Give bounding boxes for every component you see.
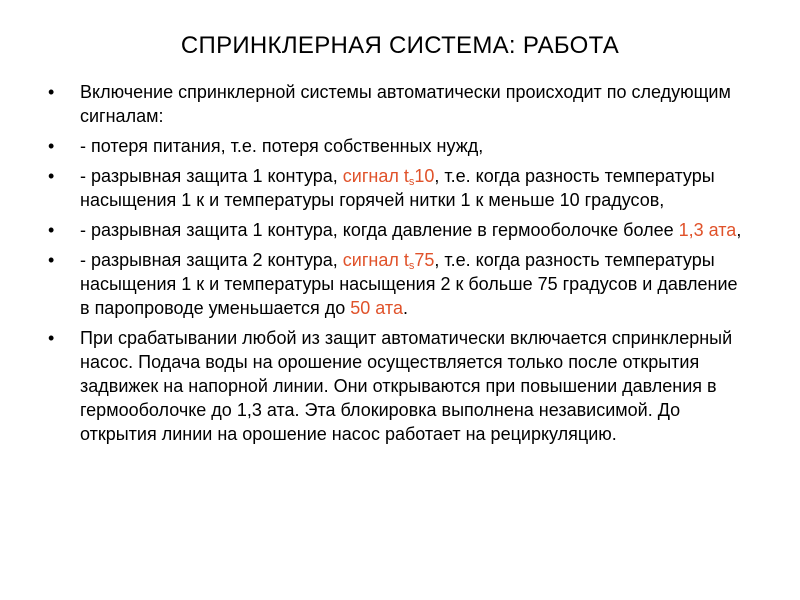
bullet-text-post: , [736,220,742,240]
bullet-text: - потеря питания, т.е. потеря собственных нужд, [80,136,484,156]
signal-subscript: s [408,260,415,272]
bullet-text-pre: - разрывная защита 1 контура, когда давление в гермооболочке более [80,220,679,240]
bullet-dot-icon: • [48,250,55,270]
signal-label: сигнал t [342,250,409,270]
pressure-value: 1,3 ата [678,220,737,240]
bullet-text-pre: - разрывная защита 2 контура, [80,250,343,270]
bullet-list [48,80,748,452]
bullet-text-post: , т.е. когда разность температуры насыщения 1 к и температуры горячей нитки 1 к меньше 10 градусов, [80,166,715,210]
signal-subscript: s [408,176,415,188]
slide-title: СПРИНКЛЕРНАЯ СИСТЕМА: РАБОТА [180,32,620,59]
bullet-item [48,326,748,446]
bullet-dot-icon: • [48,328,55,348]
signal-value: 75 [414,250,435,270]
signal-value: 10 [414,166,435,186]
bullet-text: При срабатывании любой из защит автоматически включается спринклерный насос. Подача воды на орошение осуществляется только после открытия задвижек на напорной линии. Они открываются при повышении давления в гермооболочке до 1,3 ата. Эта блокировка выполнена независимой. До открытия линии на орошение насос работает на рециркуляцию. [80,328,733,444]
bullet-item [48,80,748,128]
signal-label: сигнал t [342,166,409,186]
bullet-text-end: . [402,298,408,318]
bullet-dot-icon: • [48,166,55,186]
bullet-item [48,218,748,242]
bullet-item [48,134,748,158]
bullet-item [48,248,748,320]
bullet-dot-icon: • [48,136,55,156]
bullet-item [48,164,748,212]
bullet-text-pre: - разрывная защита 1 контура, [80,166,343,186]
pressure-value: 50 ата [350,298,403,318]
bullet-text: Включение спринклерной системы автоматически происходит по следующим сигналам: [80,82,731,126]
bullet-dot-icon: • [48,220,55,240]
bullet-text-post: , т.е. когда разность температуры насыщения 1 к и температуры насыщения 2 к больше 75 градусов и давление в паропроводе уменьшается до [80,250,738,318]
bullet-dot-icon: • [48,82,55,102]
